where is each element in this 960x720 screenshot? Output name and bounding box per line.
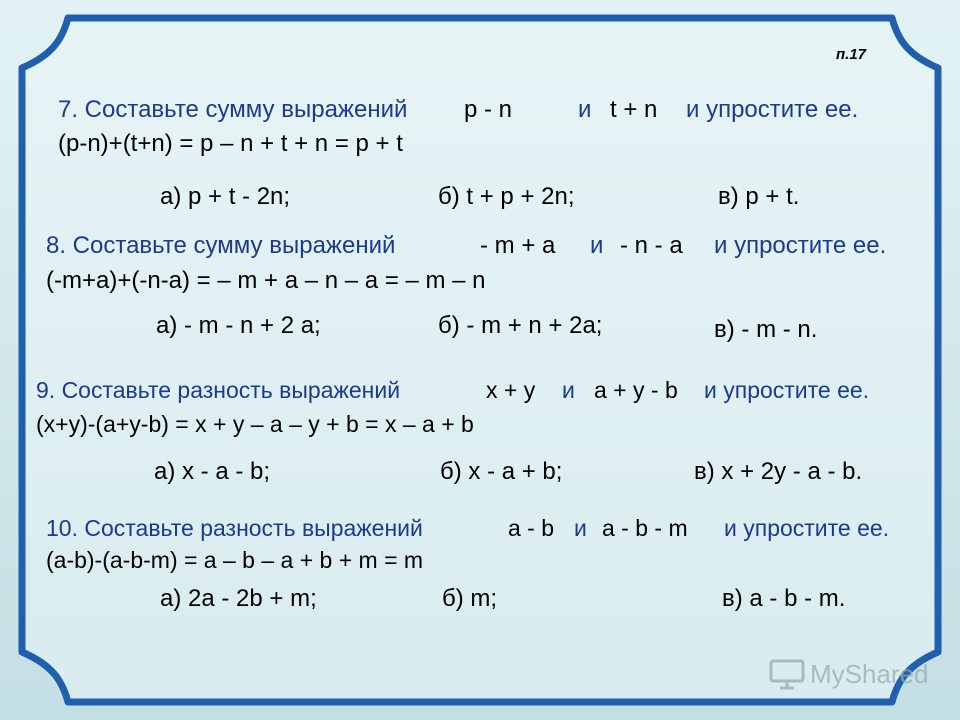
problem-8-option-a: а) - m - n + 2 a; bbox=[156, 312, 321, 339]
watermark bbox=[768, 656, 929, 692]
problem-10-title: 10. Составьте разность выражений bbox=[46, 515, 423, 541]
problem-9-expr-1: x + y bbox=[486, 377, 536, 403]
problem-7-task: и упростите ее. bbox=[686, 96, 859, 123]
problem-10-and: и bbox=[574, 515, 587, 541]
problem-8-solution: (-m+a)+(-n-a) = – m + a – n – a = – m – n bbox=[46, 267, 486, 294]
problem-8-task: и упростите ее. bbox=[714, 232, 887, 259]
problem-7-expr-1: p - n bbox=[464, 96, 513, 123]
presentation-board-icon bbox=[768, 658, 806, 690]
problem-10-solution: (a-b)-(a-b-m) = a – b – a + b + m = m bbox=[46, 547, 424, 573]
problem-8-and: и bbox=[590, 232, 604, 259]
problem-10-expr-1: a - b bbox=[508, 515, 555, 541]
slide-number: п.17 bbox=[836, 46, 867, 63]
problem-9-option-c: в) x + 2y - a - b. bbox=[694, 458, 863, 485]
problem-10-option-a: а) 2a - 2b + m; bbox=[160, 585, 317, 612]
problem-10-option-c: в) a - b - m. bbox=[722, 585, 846, 612]
problem-9-solution: (x+y)-(a+y-b) = x + y – a – y + b = x – a + b bbox=[36, 411, 474, 437]
problem-9-and: и bbox=[562, 377, 575, 403]
problem-9-title: 9. Составьте разность выражений bbox=[36, 377, 401, 403]
problem-7-title: 7. Составьте сумму выражений bbox=[58, 96, 408, 123]
problem-7-and: и bbox=[578, 96, 592, 123]
problem-9-expr-2: a + y - b bbox=[594, 377, 678, 403]
problem-7-option-a: а) p + t - 2n; bbox=[160, 183, 291, 210]
problem-9-option-a: а) x - a - b; bbox=[154, 458, 271, 485]
problem-9-task: и упростите ее. bbox=[704, 377, 870, 403]
problem-7-option-b: б) t + p + 2n; bbox=[438, 183, 575, 210]
problem-8-title: 8. Составьте сумму выражений bbox=[46, 232, 396, 259]
problem-8-option-c: в) - m - n. bbox=[714, 316, 818, 343]
watermark-text: MyShared bbox=[810, 658, 929, 689]
problem-8-option-b: б) - m + n + 2a; bbox=[438, 312, 603, 339]
problem-8-expr-1: - m + a bbox=[480, 232, 556, 259]
problem-8-expr-2: - n - a bbox=[620, 232, 683, 259]
problem-9-option-b: б) x - a + b; bbox=[440, 458, 563, 485]
problem-7-option-c: в) p + t. bbox=[718, 183, 800, 210]
problem-7-solution: (p-n)+(t+n) = p – n + t + n = p + t bbox=[58, 130, 403, 157]
problem-10-task: и упростите ее. bbox=[724, 515, 890, 541]
problem-10-expr-2: a - b - m bbox=[602, 515, 688, 541]
problem-10-option-b: б) m; bbox=[442, 585, 498, 612]
problem-7-expr-2: t + n bbox=[610, 96, 658, 123]
